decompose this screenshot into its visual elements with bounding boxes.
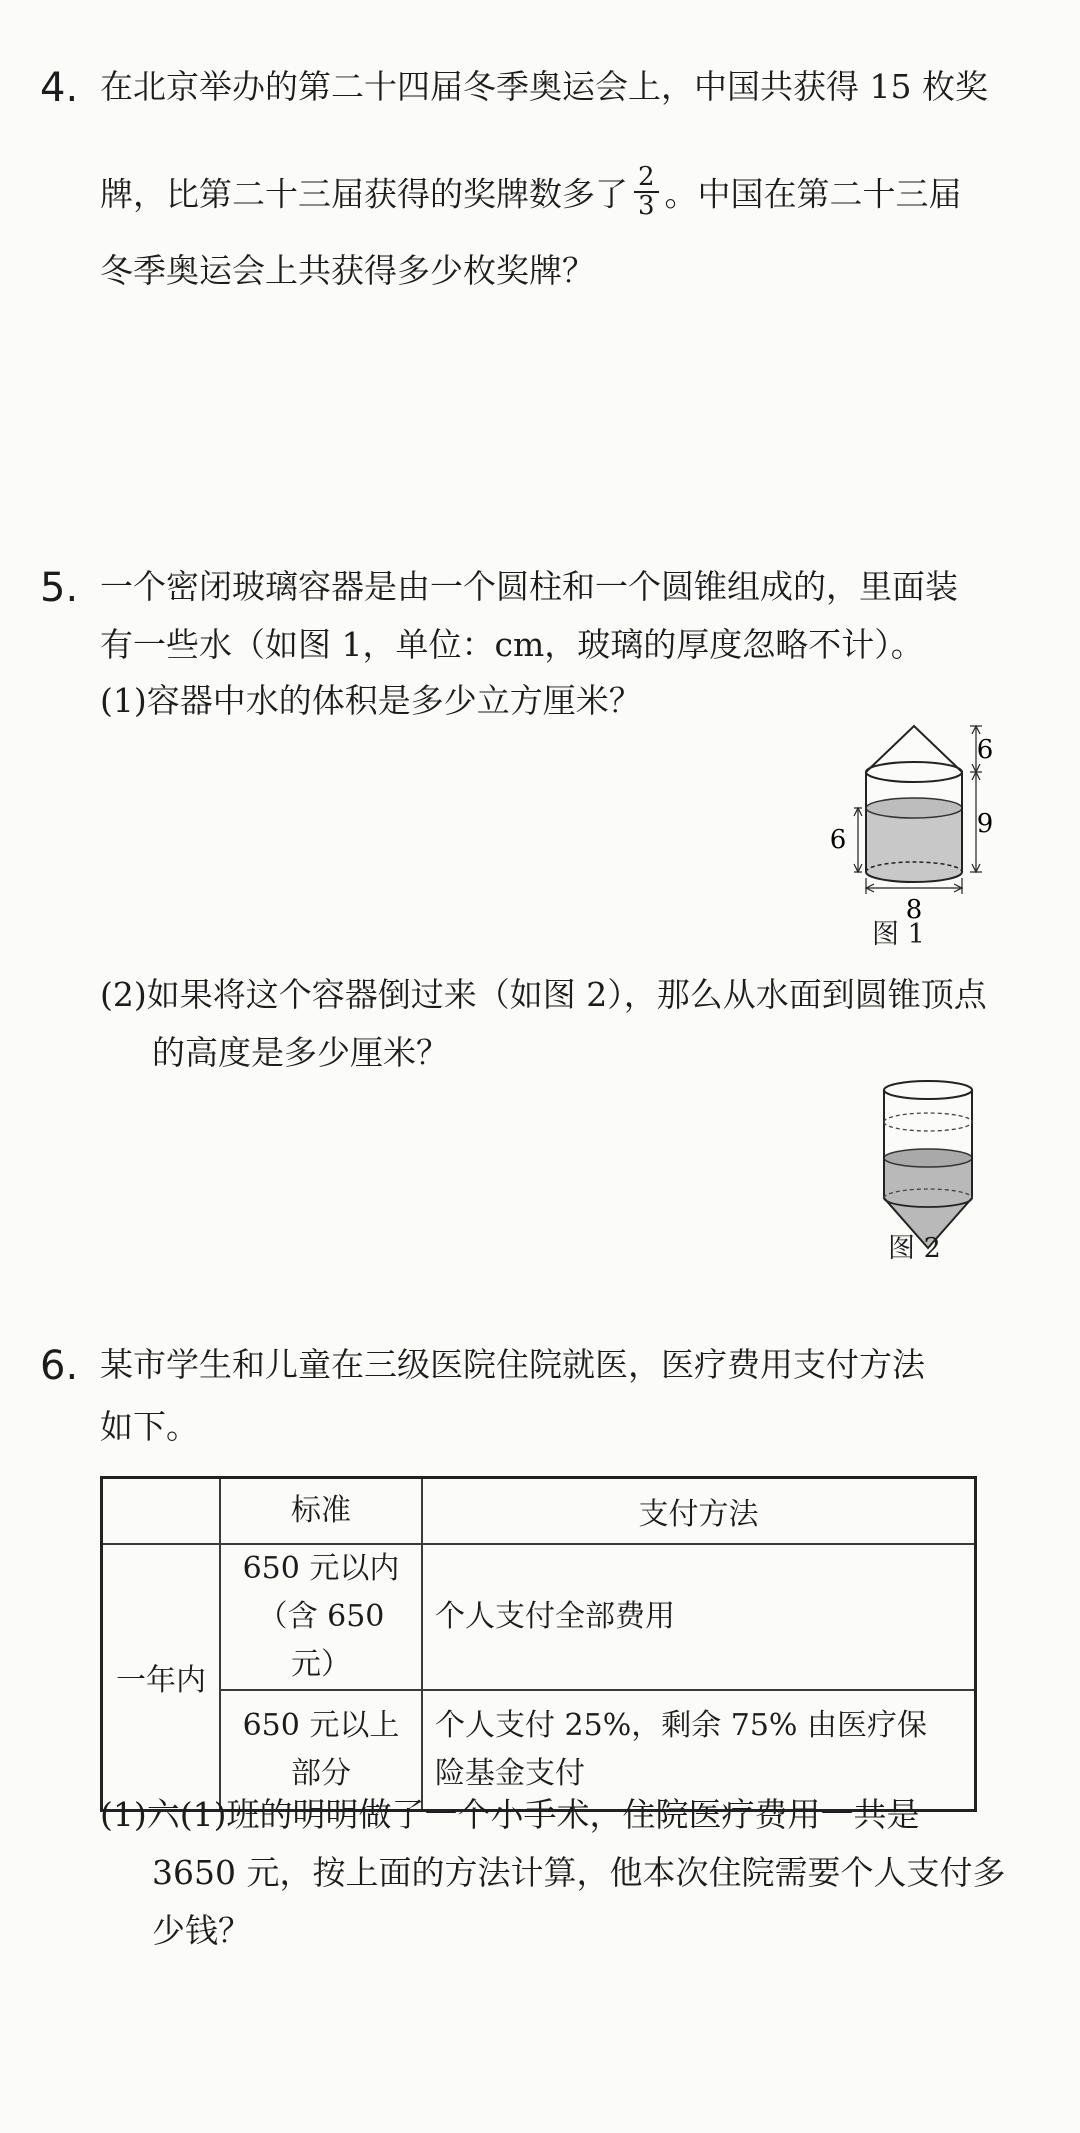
fraction-two-thirds	[634, 164, 659, 221]
method-2-line-1: 个人支付 25%，剩余 75% 由医疗保	[435, 1708, 927, 1743]
question-6-number: 6.	[40, 1343, 79, 1389]
question-5-number: 5.	[40, 565, 79, 611]
fig1-diameter: 8	[905, 895, 923, 925]
q5-subquestion-2-line-2: 的高度是多少厘米？	[152, 1033, 449, 1072]
q5-text-line-2: 有一些水（如图 1，单位：cm，玻璃的厚度忽略不计）。	[100, 625, 924, 664]
table-header-blank	[102, 1478, 221, 1545]
table-row	[102, 1544, 976, 1690]
table-header-payment-method: 支付方法	[422, 1478, 976, 1545]
standard-2-line-2: 部分	[291, 1756, 351, 1791]
standard-1-line-1: 650 元以内	[242, 1551, 400, 1586]
figure-2-caption: 图 2	[888, 1233, 941, 1264]
table-header-row	[102, 1478, 976, 1545]
q6-subquestion-1-line-3: 少钱？	[152, 1911, 251, 1950]
fraction-numerator: 2	[634, 164, 659, 193]
standard-2-line-1: 650 元以上	[242, 1708, 400, 1743]
q6-text-line-1: 某市学生和儿童在三级医院住院就医，医疗费用支付方法	[100, 1345, 925, 1384]
table-header-standard: 标准	[220, 1478, 422, 1545]
fraction-denominator: 3	[638, 191, 655, 222]
q4-text-line-2a: 牌，比第二十三届获得的奖牌数多了	[100, 174, 628, 214]
q5-subquestion-1: (1)容器中水的体积是多少立方厘米？	[100, 681, 642, 720]
q4-text-line-2b: 。中国在第二十三届	[664, 174, 962, 214]
q5-text-line-1: 一个密闭玻璃容器是由一个圆柱和一个圆锥组成的，里面装	[100, 567, 958, 606]
table-row	[102, 1690, 976, 1811]
q4-text-line-2	[100, 162, 962, 225]
payment-method-table	[100, 1476, 977, 1812]
table-cell-standard-1	[220, 1544, 422, 1690]
figure-1-diagram	[818, 722, 994, 925]
fig1-cone-height: 6	[976, 735, 994, 765]
standard-1-line-2: （含 650 元）	[257, 1599, 385, 1682]
q4-text-line-1: 在北京举办的第二十四届冬季奥运会上，中国共获得 15 枚奖	[100, 67, 988, 106]
q6-text-line-2: 如下。	[100, 1407, 199, 1446]
table-cell-method-2	[422, 1690, 976, 1811]
figure-1-caption: 图 1	[872, 919, 925, 950]
table-cell-method-1: 个人支付全部费用	[422, 1544, 976, 1690]
q4-text-line-3: 冬季奥运会上共获得多少枚奖牌？	[100, 251, 595, 290]
fig1-cylinder-height: 9	[976, 809, 994, 839]
fig1-water-height: 6	[829, 825, 847, 855]
table-cell-period: 一年内	[102, 1544, 221, 1811]
q6-subquestion-1-line-1: (1)六(1)班的明明做了一个小手术，住院医疗费用一共是	[100, 1795, 920, 1834]
table-cell-standard-2	[220, 1690, 422, 1811]
q6-subquestion-1-line-2: 3650 元，按上面的方法计算，他本次住院需要个人支付多	[152, 1853, 1006, 1892]
q5-subquestion-2-line-1: (2)如果将这个容器倒过来（如图 2），那么从水面到圆锥顶点	[100, 975, 987, 1014]
question-4-number: 4.	[40, 65, 79, 111]
method-2-line-2: 险基金支付	[435, 1756, 585, 1791]
